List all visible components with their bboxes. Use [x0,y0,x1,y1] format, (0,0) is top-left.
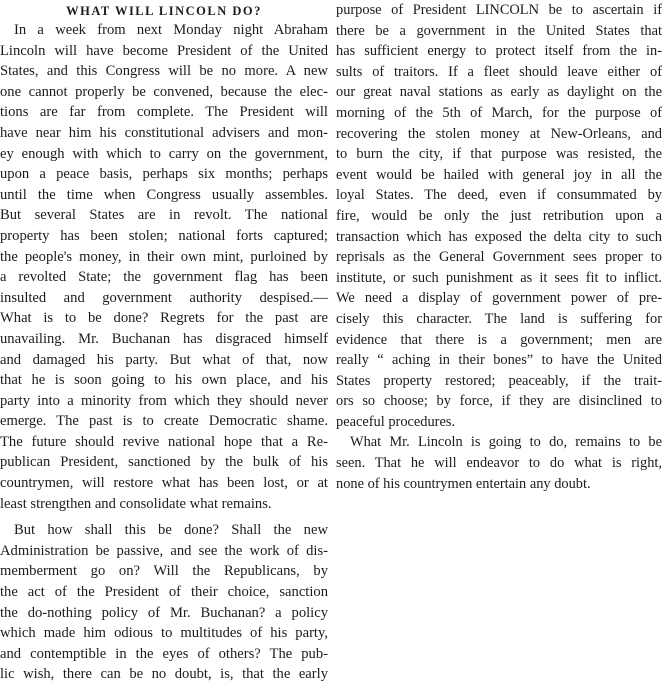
text-line: The future should revive national hope that a Re- [0,433,328,450]
text-line: sults of traitors. If a fleet should leave either of [336,63,662,80]
text-line: unavailing. Mr. Buchanan has disgraced himself [0,330,328,347]
text-line: there be a government in the United States that [336,22,662,39]
text-line: that he is soon going to his own place, and his [0,372,328,389]
text-line: the act of the President of their choice, sanction [0,584,328,601]
text-line: and contemptible in the eyes of others? The pub- [0,645,328,662]
text-line: loyal States. The deed, even if consummated by [336,187,662,204]
right-column [336,0,662,494]
text-line: evidence that there is a government; men are [336,331,662,348]
text-line: our great naval stations as early as daylight on the [336,84,662,101]
text-line: property has been stolen; national forts captured; [0,227,328,244]
text-line: upon a peace basis, perhaps six months; perhaps [0,166,328,183]
text-line: In a week from next Monday night Abraham [14,22,328,38]
text-line: Lincoln will have become President of the United [0,42,328,59]
text-line: to burn the city, if that purpose was resisted, the [336,146,662,163]
text-line: countrymen, will restore what has been lost, or at [0,475,328,492]
text-line: reprisals as the General Government sees proper to [336,249,662,266]
text-line: We need a display of government power of pre- [336,290,662,307]
text-line: ey enough with which to carry on the government, [0,145,328,162]
text-line: transaction which has exposed the delta city to such [336,228,662,245]
text-line: Administration be passive, and see the work of dis- [0,542,328,559]
text-line: which made him odious to multitudes of his party, [0,625,328,642]
text-line: ors so choose; by force, if they are disinclined to [336,393,662,410]
text-line: memberment go on? Will the Republicans, by [0,563,328,580]
text-line: tions are far from complete. The President will [0,104,328,121]
text-line: recovering the stolen money at New-Orleans, and [336,125,662,142]
text-line: cisely this character. The land is suffering for [336,310,662,327]
text-line: morning of the 5th of March, for the purpose of [336,104,662,121]
text-line: publican President, sanctioned by the bulk of his [0,454,328,471]
text-line: party into a minority from which they should never [0,392,328,409]
left-column [0,0,328,685]
text-line: States, and this Congress will be no more. A new [0,63,328,80]
text-line: really “ aching in their bones” to have the United [336,352,662,369]
text-line: insulted and government authority despised.— [0,289,328,306]
text-line: But how shall this be done? Shall the new [14,522,328,539]
right-paragraph-1 [336,0,662,432]
right-paragraph-2 [336,432,662,494]
text-line: purpose of President LINCOLN be to ascertain if [336,2,662,18]
text-line: one cannot properly be convened, because the elec- [0,83,328,100]
text-line: and damaged his party. But what of that, now [0,351,328,368]
text-line: until the time when Congress usually assembles. [0,186,328,203]
text-line: emerge. The past is to create Democratic shame. [0,413,328,430]
left-paragraph-1 [0,20,328,514]
text-line: peaceful procedures. [336,413,456,430]
left-paragraph-2 [0,520,328,685]
text-line: But several States are in revolt. The national [0,207,328,224]
text-line: none of his countrymen entertain any doubt. [336,475,591,492]
text-line: What Mr. Lincoln is going to do, remains to be [350,434,662,451]
text-line: fire, would be only the just retribution upon a [336,207,662,224]
text-line: event would be hailed with general joy in all the [336,166,662,183]
text-line: the people's money, in their own mint, purloined by [0,248,328,265]
text-line: a revolted State; the government flag has been [0,269,328,286]
text-line: the do-nothing policy of Mr. Buchanan? a policy [0,604,328,621]
text-line: seen. That he will endeavor to do what is right, [336,455,662,472]
text-line: least strengthen and consolidate what remains. [0,495,272,512]
text-line: institute, or such punishment as it sees fit to inflict. [336,269,662,286]
text-line: have near him his constitutional advisers and mon- [0,124,328,141]
text-line: lic wish, there can be no doubt, is, that the early [0,666,328,683]
text-line: States property restored; peaceably, if the trait- [336,372,662,389]
text-line: has sufficient energy to protect itself from the in- [336,43,662,60]
article-headline: WHAT WILL LINCOLN DO? [66,4,262,18]
text-line: What is to be done? Regrets for the past are [0,310,328,327]
